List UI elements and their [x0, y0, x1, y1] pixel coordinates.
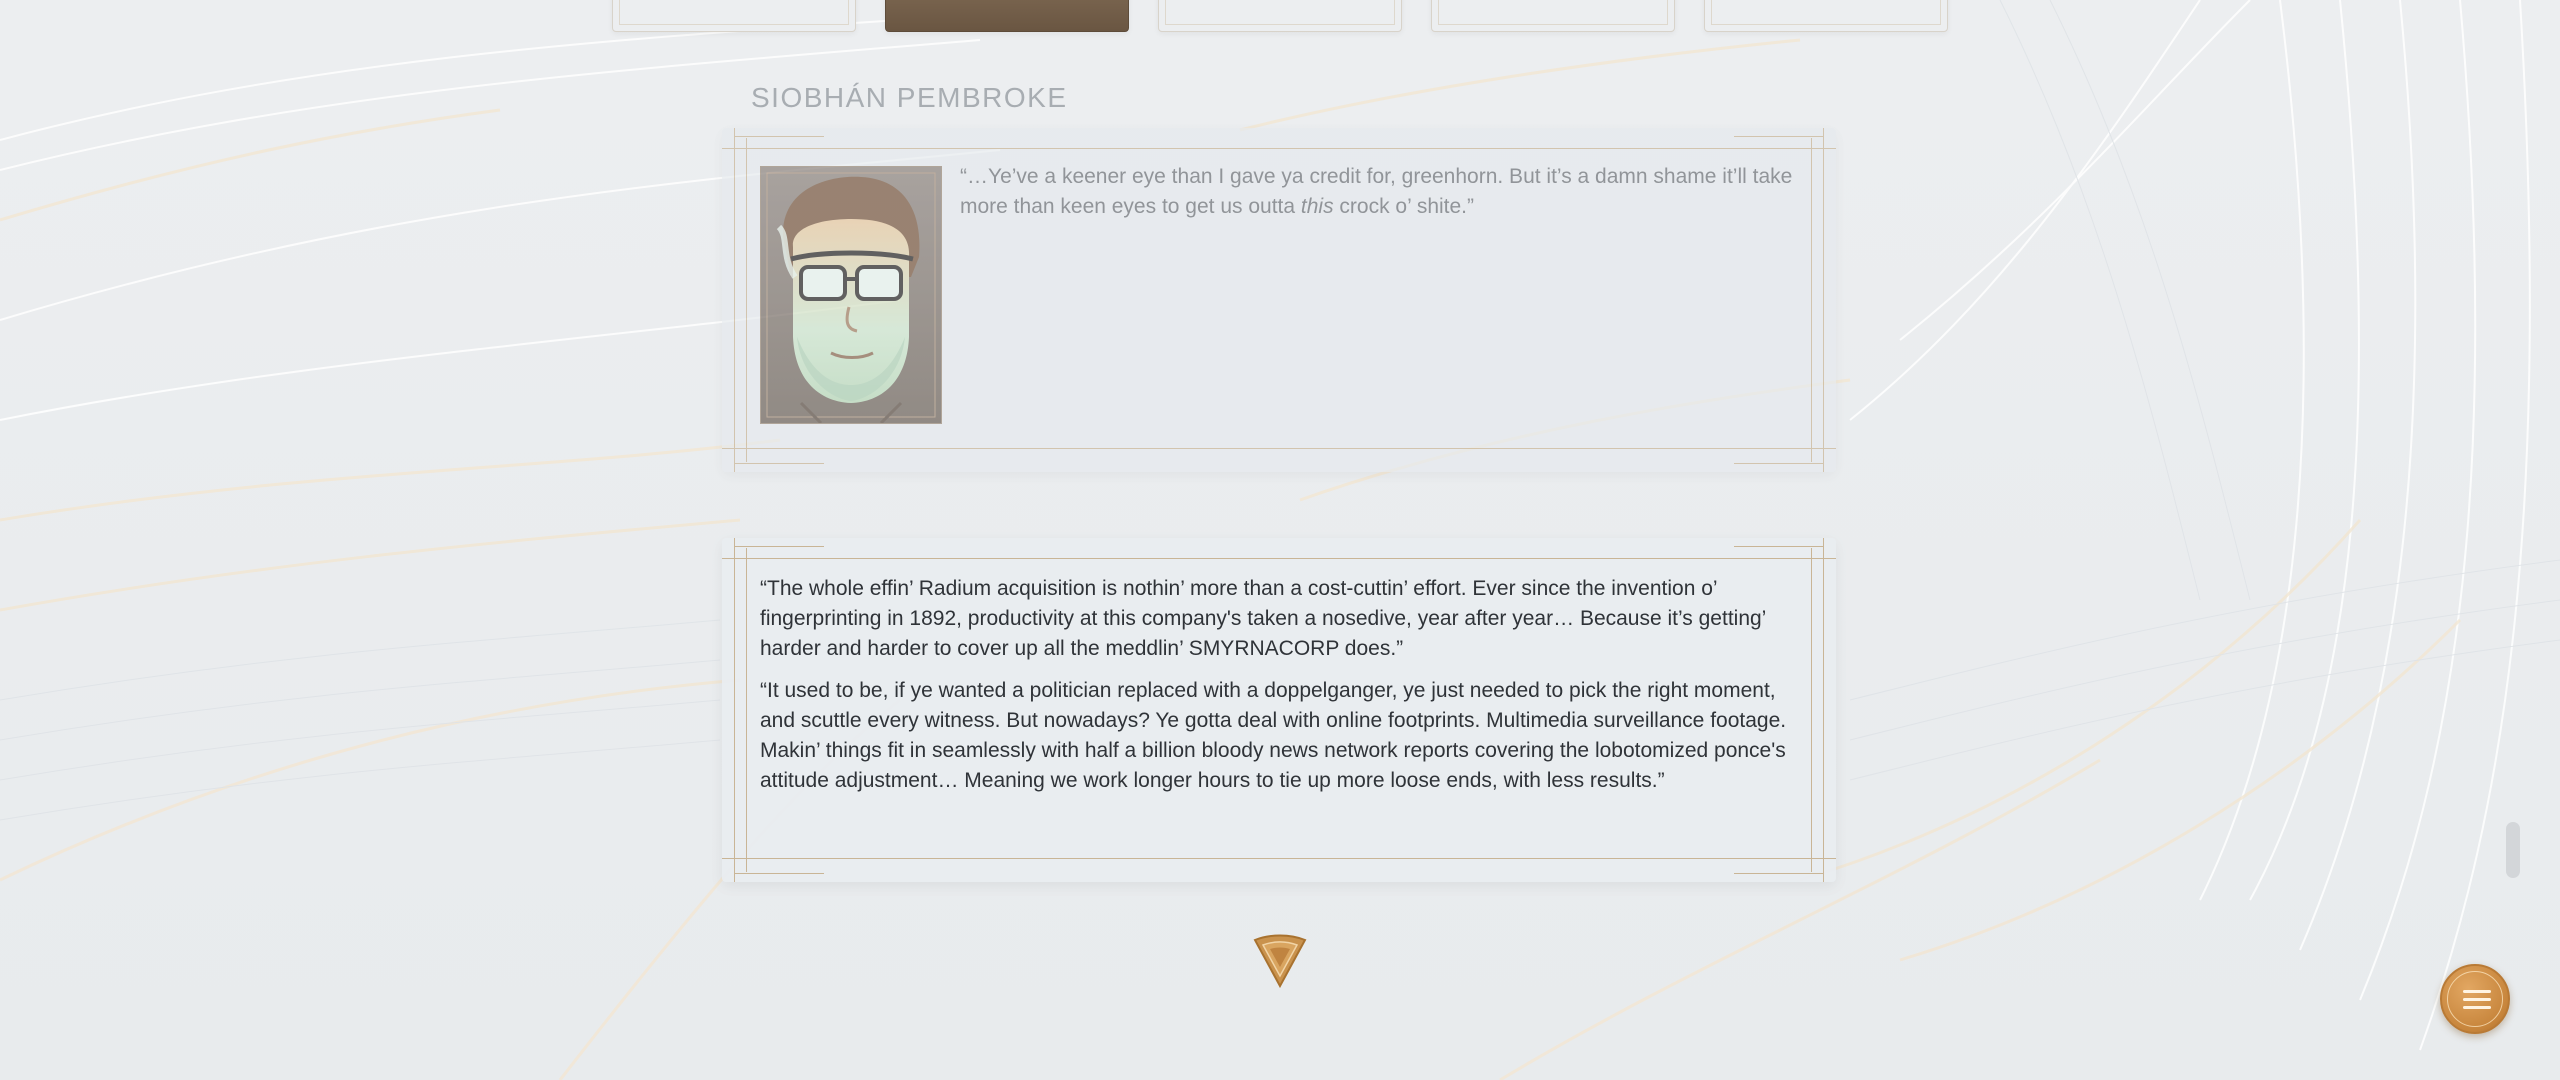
frame-line	[1734, 873, 1824, 874]
character-tab-3[interactable]	[1158, 0, 1402, 32]
scrollbar-thumb[interactable]	[2506, 822, 2520, 878]
frame-line	[722, 558, 1836, 559]
frame-line	[1811, 138, 1812, 462]
frame-line	[722, 448, 1836, 449]
character-portrait	[760, 166, 942, 424]
intro-quote-card	[722, 128, 1836, 472]
frame-line	[1823, 128, 1824, 472]
quote-paragraph: “It used to be, if ye wanted a politician replaced with a doppelganger, ye just needed to pick the right moment, and scuttle every witness. But nowadays? Ye gotta deal with online footprints. Multimedia surveillance footage. Makin’ things fit in seamlessly with half a billion bloody news network reports covering the lobotomized ponce's attitude adjustment… Meaning we work longer hours to tie up more loose ends, with less results.”	[760, 679, 1787, 792]
shield-chevron-graphic	[1252, 934, 1308, 988]
frame-line	[734, 128, 735, 472]
quotes-card	[722, 538, 1836, 882]
frame-line	[734, 136, 824, 137]
frame-line	[734, 873, 824, 874]
frame-line	[734, 463, 824, 464]
frame-line	[1734, 463, 1824, 464]
character-name: SIOBHÁN PEMBROKE	[751, 82, 1068, 113]
frame-line	[746, 548, 747, 872]
intro-quote-text	[960, 162, 1800, 222]
frame-line	[1734, 546, 1824, 547]
hamburger-menu-button[interactable]	[2440, 964, 2510, 1034]
portrait-illustration	[761, 167, 941, 423]
frame-line	[722, 148, 1836, 149]
character-tab-active[interactable]	[885, 0, 1129, 32]
frame-line	[746, 138, 747, 462]
frame-line	[734, 546, 824, 547]
intro-quote-part: crock o’ shite.”	[1333, 195, 1475, 218]
intro-quote-emphasis: this	[1300, 195, 1334, 218]
intro-quote-part: “…Ye’ve a keener eye than I gave ya credit for, greenhorn. But it’s a damn shame it’ll take more than keen eyes to get us outta	[960, 165, 1793, 218]
character-tab-4[interactable]	[1431, 0, 1675, 32]
hamburger-menu-icon	[2463, 1006, 2491, 1009]
frame-line	[1811, 548, 1812, 872]
quote-paragraph: “The whole effin’ Radium acquisition is nothin’ more than a cost-cuttin’ effort. Ever since the invention o’ fingerprinting in 1892, productivity at this company's taken a nosedive, year after year… Because it’s getting’ harder and harder to cover up all the meddlin’ SMYRNACORP does.”	[760, 577, 1766, 660]
frame-line	[722, 858, 1836, 859]
frame-line	[1734, 136, 1824, 137]
hamburger-menu-icon	[2463, 998, 2491, 1001]
frame-line	[734, 538, 735, 882]
character-tab-1[interactable]	[612, 0, 856, 32]
frame-line	[1823, 538, 1824, 882]
shield-chevron-icon[interactable]	[1252, 934, 1308, 988]
hamburger-menu-icon	[2463, 990, 2491, 993]
character-tab-5[interactable]	[1704, 0, 1948, 32]
